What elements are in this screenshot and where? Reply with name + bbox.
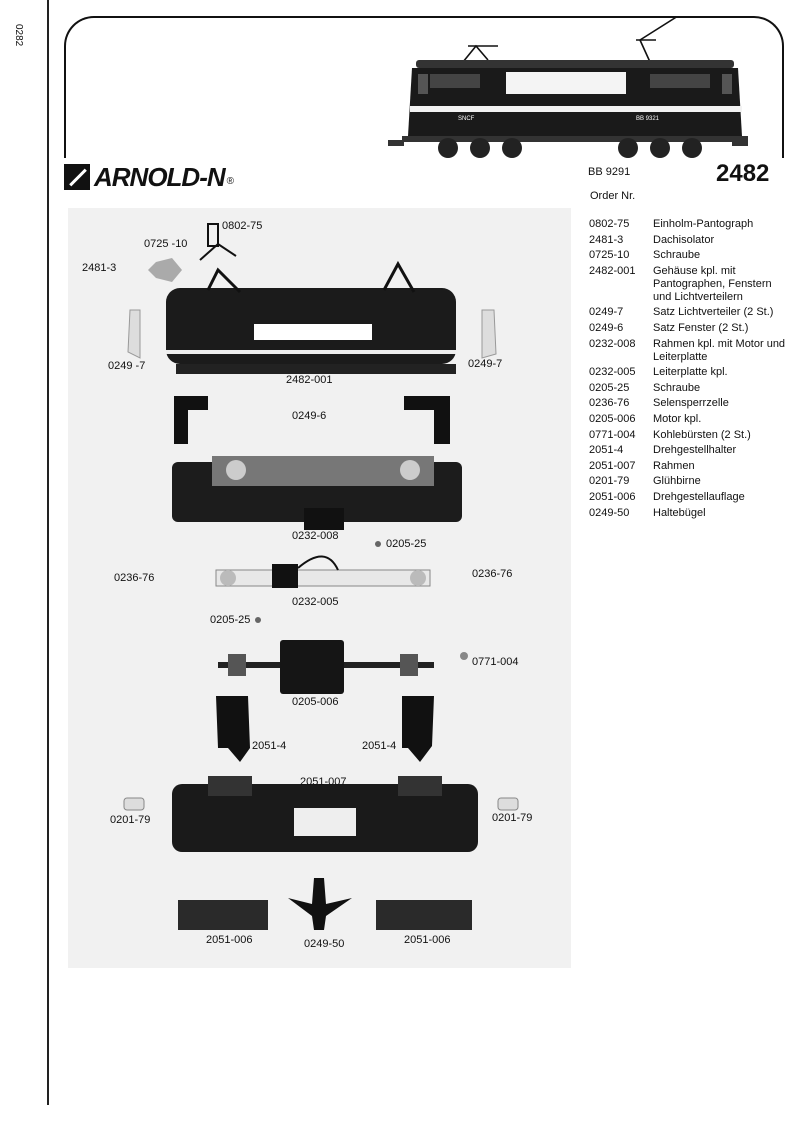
order-number-heading: Order Nr. <box>590 190 636 202</box>
loco-number-marking: BB 9321 <box>636 116 660 122</box>
parts-row <box>589 234 789 247</box>
parts-row <box>589 218 789 231</box>
parts-row <box>589 249 789 262</box>
part-description: Rahmen <box>653 459 695 472</box>
logo-mark-icon <box>64 164 90 190</box>
callout-label: 0802-75 <box>222 220 263 232</box>
arnold-logo <box>64 162 234 192</box>
parts-row <box>589 397 789 410</box>
parts-row <box>589 306 789 319</box>
part-number: 0232-005 <box>589 366 636 379</box>
callout-label: 2051-006 <box>404 934 451 946</box>
light-distributor-left <box>128 310 140 358</box>
frame-assembly-part <box>172 456 462 530</box>
part-number: 2051-007 <box>589 459 636 472</box>
window-set-left <box>174 396 208 444</box>
parts-row <box>589 382 789 395</box>
callout-label: 0232-008 <box>292 530 339 542</box>
part-description: Leiterplatte kpl. <box>653 366 728 379</box>
part-number: 0249-50 <box>589 506 630 519</box>
part-number: 0205-25 <box>589 381 630 394</box>
part-number: 2051-006 <box>589 490 636 503</box>
parts-row <box>589 413 789 426</box>
part-description: Dachisolator <box>653 233 715 246</box>
callout-label: 2051-007 <box>300 776 347 788</box>
callout-label: 0771-004 <box>472 656 519 668</box>
bulb-right <box>498 798 518 810</box>
roof-insulator-part <box>148 258 182 282</box>
part-description: Glühbirne <box>653 475 701 488</box>
bogie-holder-left <box>216 696 250 762</box>
part-description: Haltebügel <box>653 506 706 519</box>
callout-label: 0205-006 <box>292 696 339 708</box>
logo-text: ARNOLD-N <box>94 161 225 192</box>
part-number: 2051-4 <box>589 444 624 457</box>
part-description: Satz Lichtverteiler (2 St.) <box>653 306 774 319</box>
part-description: Motor kpl. <box>653 412 702 425</box>
callout-label: 0249-6 <box>292 410 327 422</box>
parts-row <box>589 322 789 335</box>
callout-label: 0205-25 <box>386 538 427 550</box>
part-number: 0201-79 <box>589 475 630 488</box>
parts-row <box>589 338 789 364</box>
part-number: 0236-76 <box>589 397 630 410</box>
callout-label: 0201-79 <box>492 812 533 824</box>
callout-label: 0249-7 <box>468 358 503 370</box>
part-description: Schraube <box>653 381 701 394</box>
exploded-view-drawing <box>68 208 571 968</box>
callout-label: 0249 -7 <box>108 360 146 372</box>
part-number: 0249-7 <box>589 306 624 319</box>
part-description: Drehgestellauflage <box>653 490 745 503</box>
part-description: Einholm-Pantograph <box>653 218 754 230</box>
part-number: 2482-001 <box>589 264 636 277</box>
screw-part <box>375 541 381 547</box>
callout-label: 0232-005 <box>292 596 339 608</box>
callout-label: 2051-4 <box>252 740 287 752</box>
part-description: Kohlebürsten (2 St.) <box>653 428 751 441</box>
part-number: 0802-75 <box>589 218 630 230</box>
locomotive-photo <box>388 16 748 160</box>
bulb-left <box>124 798 144 810</box>
part-description: Gehäuse kpl. mit Pantographen, Fenstern und Lichtverteilern <box>653 264 772 303</box>
model-number: 2482 <box>716 160 770 187</box>
parts-row <box>589 366 789 379</box>
parts-row <box>589 265 789 304</box>
light-distributor-right <box>482 310 496 358</box>
callout-label: 0725 -10 <box>144 238 188 250</box>
brush-part <box>460 652 468 660</box>
callout-label: 0249-50 <box>304 938 345 950</box>
retaining-clip-part <box>288 878 352 930</box>
parts-list <box>589 218 789 522</box>
callout-label: 2482-001 <box>286 374 333 386</box>
callout-label: 0201-79 <box>110 814 151 826</box>
part-number: 0205-006 <box>589 412 636 425</box>
window-set-right <box>404 396 450 444</box>
parts-row <box>589 460 789 473</box>
parts-row <box>589 507 789 520</box>
part-description: Rahmen kpl. mit Motor und Leiterplatte <box>653 337 786 363</box>
callout-label: 0236-76 <box>472 568 513 580</box>
motor-part <box>218 640 434 694</box>
margin-rule <box>47 0 49 1105</box>
part-number: 2481-3 <box>589 233 624 246</box>
parts-row <box>589 444 789 457</box>
callout-label: 2051-006 <box>206 934 253 946</box>
circuit-board-part <box>216 556 430 588</box>
bogie-support-left <box>178 900 268 930</box>
parts-row <box>589 429 789 442</box>
part-description: Drehgestellhalter <box>653 444 737 457</box>
part-description: Satz Fenster (2 St.) <box>653 321 749 334</box>
part-number: 0249-6 <box>589 321 624 334</box>
callout-label: 2051-4 <box>362 740 397 752</box>
body-shell-part <box>166 264 456 374</box>
registered-mark: ® <box>226 175 235 187</box>
callout-label: 0236-76 <box>114 572 155 584</box>
side-code: 0282 <box>13 24 24 47</box>
parts-row <box>589 491 789 504</box>
bogie-support-right <box>376 900 472 930</box>
part-number: 0232-008 <box>589 337 636 350</box>
part-description: Selensperrzelle <box>653 397 729 410</box>
exploded-view-panel <box>68 208 571 968</box>
part-description: Schraube <box>653 249 701 262</box>
parts-row <box>589 475 789 488</box>
model-name: BB 9291 <box>588 166 631 178</box>
callout-label: 0205-25 <box>210 614 251 626</box>
loco-operator-marking: SNCF <box>458 116 475 122</box>
bogie-holder-right <box>402 696 434 762</box>
callout-label: 2481-3 <box>82 262 117 274</box>
part-number: 0771-004 <box>589 428 636 441</box>
part-number: 0725-10 <box>589 249 630 262</box>
screw-part <box>255 617 261 623</box>
